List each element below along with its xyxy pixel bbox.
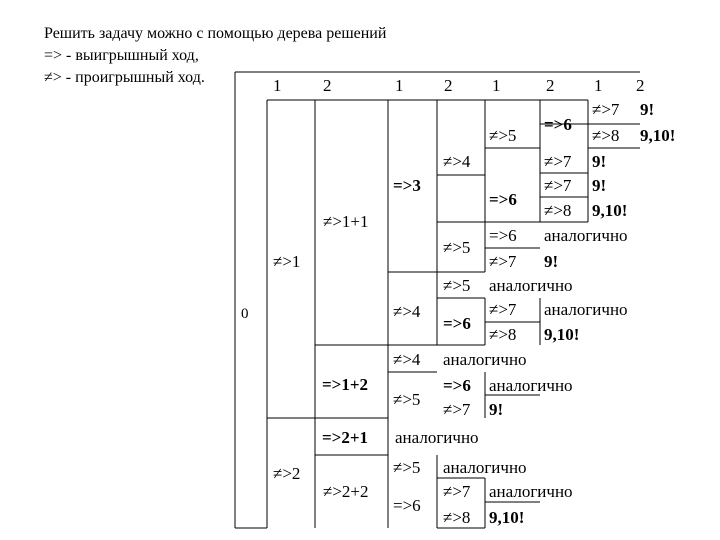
tree-node: =>1+2 xyxy=(322,375,369,394)
tree-similar: аналогично xyxy=(443,350,527,369)
tree-node: ≠>7 xyxy=(489,300,517,319)
tree-node: ≠>8 xyxy=(489,325,517,344)
column-header: 2 xyxy=(636,76,645,95)
tree-node: =>6 xyxy=(489,190,517,209)
tree-node: ≠>5 xyxy=(443,276,471,295)
column-header: 1 xyxy=(395,76,404,95)
tree-similar: аналогично xyxy=(395,428,479,447)
tree-similar: аналогично xyxy=(489,276,573,295)
tree-node: ≠>4 xyxy=(393,302,421,321)
tree-node: =>6 xyxy=(489,226,517,245)
column-header: 1 xyxy=(273,76,282,95)
tree-node: =>2+1 xyxy=(322,428,369,447)
tree-node: ≠>7 xyxy=(544,152,572,171)
tree-root: 0 xyxy=(241,306,249,322)
tree-similar: аналогично xyxy=(489,376,573,395)
tree-win: 9! xyxy=(489,400,504,419)
tree-node: ≠>4 xyxy=(443,152,471,171)
column-header: 2 xyxy=(323,76,332,95)
tree-win: 9,10! xyxy=(544,325,580,344)
tree-node: ≠>5 xyxy=(393,458,421,477)
tree-node: ≠>4 xyxy=(393,350,421,369)
tree-node: ≠>8 xyxy=(592,126,620,145)
tree-node: ≠>7 xyxy=(592,100,620,119)
tree-node: ≠>5 xyxy=(489,126,517,145)
tree-similar: аналогично xyxy=(443,458,527,477)
tree-node: ≠>7 xyxy=(443,482,471,501)
column-header: 2 xyxy=(444,76,453,95)
column-header: 1 xyxy=(594,76,603,95)
tree-win: 9,10! xyxy=(592,201,628,220)
tree-node: ≠>1 xyxy=(273,252,301,271)
tree-node: ≠>8 xyxy=(443,508,471,527)
tree-similar: аналогично xyxy=(544,226,628,245)
tree-node: ≠>5 xyxy=(393,390,421,409)
tree-node: ≠>1+1 xyxy=(323,212,369,231)
header-line-2: => - выигрышный ход, xyxy=(44,47,199,64)
tree-node: =>6 xyxy=(443,314,471,333)
column-header: 1 xyxy=(492,76,501,95)
tree-win: 9! xyxy=(592,152,607,171)
tree-node: =>3 xyxy=(393,176,421,195)
tree-node: =>6 xyxy=(443,376,471,395)
tree-node: =>6 xyxy=(544,115,572,134)
tree-node: ≠>2+2 xyxy=(323,482,369,501)
tree-win: 9! xyxy=(640,100,655,119)
tree-node: =>6 xyxy=(393,496,421,515)
tree-win: 9,10! xyxy=(640,126,676,145)
tree-node: ≠>5 xyxy=(443,238,471,257)
tree-similar: аналогично xyxy=(544,300,628,319)
tree-node: ≠>8 xyxy=(544,201,572,220)
tree-node: ≠>7 xyxy=(443,400,471,419)
tree-win: 9! xyxy=(592,176,607,195)
tree-node: ≠>2 xyxy=(273,464,301,483)
tree-node: ≠>7 xyxy=(489,252,517,271)
tree-win: 9,10! xyxy=(489,508,525,527)
tree-node: ≠>7 xyxy=(544,176,572,195)
header-line-1: Решить задачу можно с помощью дерева решений xyxy=(44,25,387,42)
column-header: 2 xyxy=(546,76,555,95)
tree-similar: аналогично xyxy=(489,482,573,501)
header-line-3: ≠> - проигрышный ход. xyxy=(44,69,205,86)
tree-win: 9! xyxy=(544,252,559,271)
